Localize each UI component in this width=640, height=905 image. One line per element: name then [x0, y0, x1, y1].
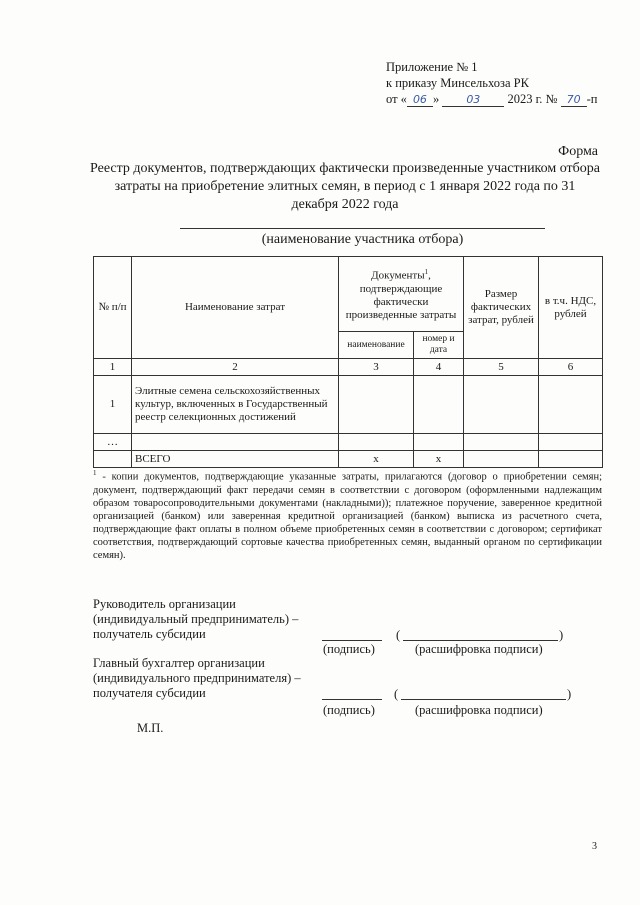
handwritten-day: 06: [407, 94, 433, 107]
row-cell: [464, 451, 539, 468]
row-cell: [132, 434, 339, 451]
sign1-paren-close: ): [559, 628, 564, 642]
signature-block-accountant: [93, 656, 301, 701]
signature-block-head: [93, 597, 298, 642]
sign1-title: Руководитель организации: [93, 597, 236, 611]
header-num: № п/п: [94, 257, 132, 359]
participant-caption: (наименование участника отбора): [261, 232, 464, 247]
total-label: ВСЕГО: [132, 451, 339, 468]
sign2-subtitle: (индивидуального предпринимателя) –: [93, 671, 301, 685]
form-label: Форма: [558, 144, 598, 159]
header-docs: Документы$^1$, подтверждающие фактически произведенные затраты: [339, 257, 464, 332]
sign2-title: Главный бухгалтер организации: [93, 656, 265, 670]
table-total-row: [94, 451, 603, 468]
col-num-1: 1: [94, 359, 132, 376]
header-name: Наименование затрат: [132, 257, 339, 359]
sign2-signature-line: [322, 699, 382, 700]
table-row: [94, 376, 603, 434]
table-header-row: [94, 257, 603, 332]
header-size: Размер фактических затрат, рублей: [464, 257, 539, 359]
table-column-numbers: [94, 359, 603, 376]
row-cell: [539, 376, 603, 434]
row-num: 1: [94, 376, 132, 434]
row-cell: [414, 376, 464, 434]
registry-table: [93, 256, 603, 468]
sign2-paren-close: ): [567, 687, 572, 701]
header-vat: в т.ч. НДС, рублей: [539, 257, 603, 359]
row-dots: …: [94, 434, 132, 451]
row-cell: [464, 376, 539, 434]
stamp-label: М.П.: [137, 721, 164, 735]
col-num-2: 2: [132, 359, 339, 376]
sign1-decode-line: [403, 640, 558, 641]
row-name: Элитные семена сельскохозяйственных культур, включенных в Государственный реестр селекционных достижений: [132, 376, 339, 434]
header-doc-number: номер и дата: [414, 332, 464, 359]
footnote: $^1$ - копии документов, подтверждающие указанные затраты, прилагаются (договор о приобретении семян; документ, подтверждающий факт передачи семян в соответствии с договором (оформленными надлежащим образом товаросопроводительными документами (накладными)); платежное поручение, заверенное кредитной организацией (банком) или заверенная кредитной организацией (банком) выписка из расчетного счета, подтверждающие факт оплаты в полном объеме приобретенных семян в соответствии с договором; сертификат соответствия, подтверждающий сортовые качества приобретенных семян, выданный органом по сертификации семян).: [93, 469, 602, 561]
sign1-paren-open: (: [396, 628, 401, 642]
appendix-date-line: от « 06 » 03 2023 г. № 70 -п: [386, 92, 598, 106]
col-num-3: 3: [339, 359, 414, 376]
participant-name-line: [180, 228, 545, 229]
sign1-recipient: получатель субсидии: [93, 627, 206, 641]
appendix-order: к приказу Минсельхоза РК: [386, 76, 529, 90]
row-cell: [539, 451, 603, 468]
header-doc-name: наименование: [339, 332, 414, 359]
table-row-ellipsis: [94, 434, 603, 451]
row-cell: [94, 451, 132, 468]
col-num-4: 4: [414, 359, 464, 376]
row-cell: [539, 434, 603, 451]
appendix-title: Приложение № 1: [386, 60, 478, 74]
row-cell: [339, 434, 414, 451]
sign2-decode-line: [401, 699, 566, 700]
sign1-subtitle: (индивидуальный предприниматель) –: [93, 612, 299, 626]
appendix-header: [386, 59, 597, 107]
document-title: Реестр документов, подтверждающих фактически произведенные участником отбора затраты на приобретение элитных семян, в период с 1 января 2022 года по 31 декабря 2022 года: [90, 161, 601, 212]
col-num-6: 6: [539, 359, 603, 376]
sign2-caption-signature: (подпись): [323, 703, 375, 717]
row-cell: [464, 434, 539, 451]
sign1-signature-line: [322, 640, 382, 641]
page-number: 3: [592, 841, 597, 852]
sign2-paren-open: (: [394, 687, 399, 701]
total-x-1: x: [339, 451, 414, 468]
sign1-caption-decode: (расшифровка подписи): [415, 642, 543, 656]
row-cell: [339, 376, 414, 434]
total-x-2: x: [414, 451, 464, 468]
col-num-5: 5: [464, 359, 539, 376]
sign1-caption-signature: (подпись): [323, 642, 375, 656]
handwritten-month: 03: [442, 94, 504, 107]
sign2-caption-decode: (расшифровка подписи): [415, 703, 543, 717]
handwritten-number: 70: [561, 94, 587, 107]
sign2-recipient: получателя субсидии: [93, 686, 206, 700]
row-cell: [414, 434, 464, 451]
